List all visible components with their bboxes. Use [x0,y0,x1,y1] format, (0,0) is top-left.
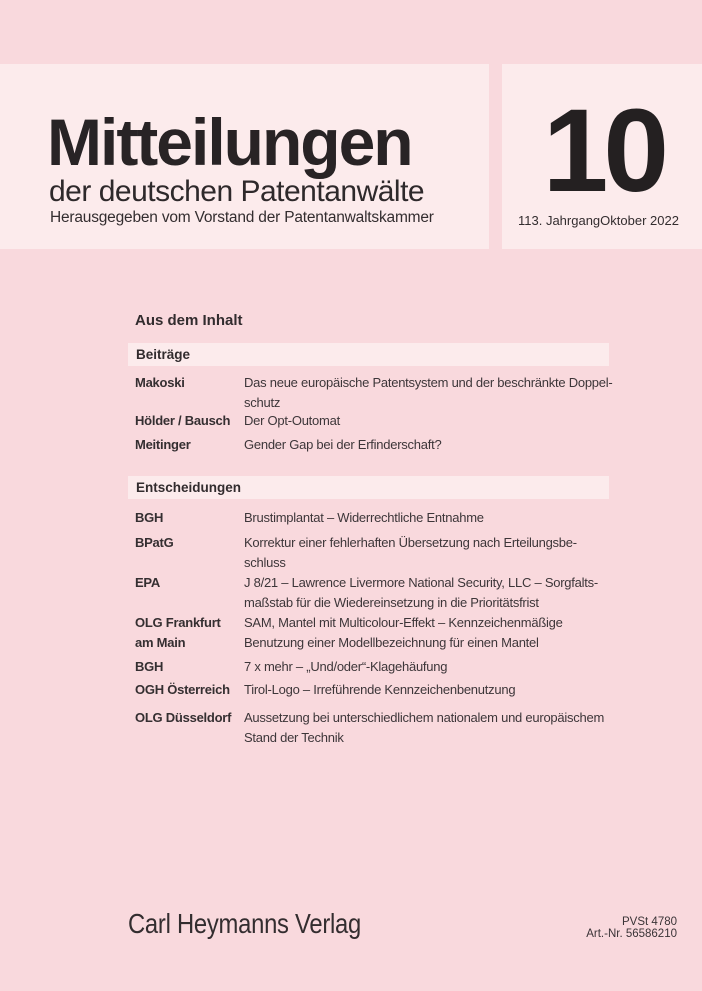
volume-label: 113. Jahrgang [518,213,601,228]
toc-row-text: Das neue europäische Patentsystem und der beschränkte Doppel- schutz [244,375,613,410]
print-info [586,917,677,940]
toc-row-text: Der Opt-Outomat [244,413,340,428]
journal-subtitle: der deutschen Patentanwälte [49,175,425,208]
publisher-name: Carl Heymanns Verlag [128,908,362,939]
toc-heading: Aus dem Inhalt [135,312,243,329]
toc-row-text: J 8/21 – Lawrence Livermore National Security, LLC – Sorgfalts- maßstab für die Wiedereinsetzung in die Prioritätsfrist [244,575,598,610]
toc-row [135,573,655,613]
toc-row-label: BGH [135,510,164,525]
toc-row-label: OLG Frankfurt am Main [135,615,221,650]
toc-row-text: Brustimplantat – Widerrechtliche Entnahme [244,510,484,525]
toc-row-text: Gender Gap bei der Erfinderschaft? [244,437,442,452]
toc-row [135,657,655,677]
toc-row-text: Aussetzung bei unterschiedlichem nationalem und europäischem Stand der Technik [244,710,605,745]
issue-meta [518,214,677,227]
toc-row [135,680,655,700]
section-header-entscheidungen: Entscheidungen [128,476,609,499]
article-number: Art.-Nr. 56586210 [586,927,677,940]
toc-row [135,373,655,413]
journal-tagline: Herausgegeben vom Vorstand der Patentanwaltskammer [50,209,434,226]
issue-number: 10 [542,85,664,217]
toc-row-label: Hölder / Bausch [135,413,231,428]
toc-row-label: OLG Düsseldorf [135,710,232,725]
toc-row-label: Meitinger [135,437,191,452]
toc-row-label: BGH [135,659,164,674]
toc-row [135,533,655,573]
toc-row-text: 7 x mehr – „Und/oder“-Klagehäufung [244,659,448,674]
toc-row [135,411,655,431]
toc-row [135,708,655,748]
postal-id: PVSt 4780 [622,916,677,928]
toc-row [135,508,655,528]
journal-title: Mitteilungen [47,105,412,179]
toc-row-label: OGH Österreich [135,682,230,697]
toc-row [135,435,655,455]
toc-row-text: Korrektur einer fehlerhaften Übersetzung nach Erteilungsbe- schluss [244,535,577,570]
toc-row-label: Makoski [135,375,185,390]
toc-row-label: BPatG [135,535,174,550]
issue-date: Oktober 2022 [600,213,679,228]
toc-row-text: SAM, Mantel mit Multicolour-Effekt – Kennzeichenmäßige Benutzung einer Modellbezeichnung für einen Mantel [244,615,563,650]
toc-row-label: EPA [135,575,161,590]
toc-row [135,613,655,653]
toc-row-text: Tirol-Logo – Irreführende Kennzeichenbenutzung [244,682,516,697]
section-header-beitraege: Beiträge [128,343,609,366]
